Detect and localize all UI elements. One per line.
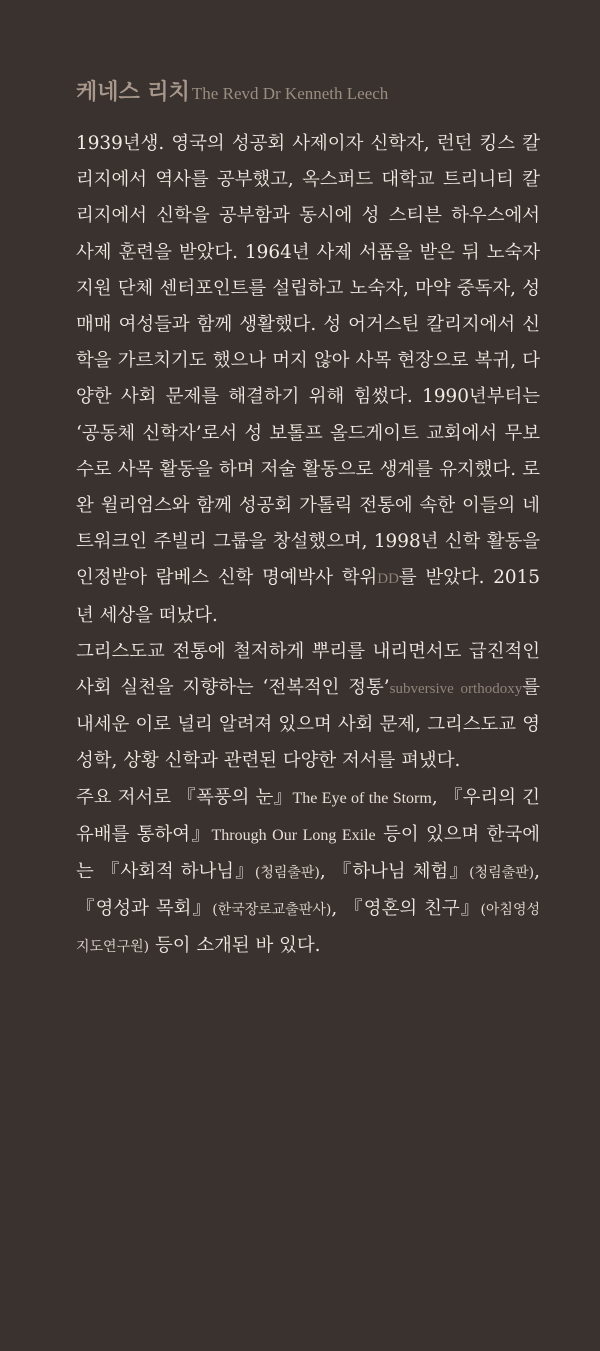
works-text-2: , 『우리의 긴 유배를 통하여』 (76, 786, 540, 845)
works-text-7: 등이 소개된 바 있다. (149, 935, 321, 957)
publisher-2: (청림출판) (469, 865, 535, 882)
bio-life-text-end: 를 받았다. 2015년 세상을 떠났다. (76, 567, 540, 626)
publisher-4: (아침영성지도연구원) (76, 902, 540, 956)
author-biography (76, 126, 540, 966)
works-text-5: , 『영성과 목회』 (76, 861, 540, 920)
subversive-orthodoxy-term: subversive orthodoxy (389, 681, 523, 698)
publisher-1: (청림출판) (254, 865, 320, 882)
bio-paragraph-works (76, 780, 540, 966)
publisher-3: (한국장로교출판사) (212, 902, 332, 919)
works-text-1: 주요 저서로 『폭풍의 눈』 (76, 786, 293, 808)
bio-paragraph-life (76, 126, 540, 634)
bio-life-text: 1939년생. 영국의 성공회 사제이자 신학자, 런던 킹스 칼리지에서 역사를 공부했고, 옥스퍼드 대학교 트리니티 칼리지에서 신학을 공부함과 동시에 성 스티븐 하우스에서 사제 훈련을 받았다. 1964년 사제 서품을 받은 뒤 노숙자 지원 단체 센터포인트를 설립하고 노숙자, 마약 중독자, 성매매 여성들과 함께 생활했다. 성 어거스틴 칼리지에서 신학을 가르치기도 했으나 머지 않아 사목 현장으로 복귀, 다양한 사회 문제를 해결하기 위해 힘썼다. 1990년부터는 ‘공동체 신학자’로서 성 보톨프 올드게이트 교회에서 무보수로 사목 활동을 하며 저술 활동으로 생계를 유지했다. 로완 윌리엄스와 함께 성공회 가톨릭 전통에 속한 이들의 네트워크인 주빌리 그룹을 창설했으며, 1998년 신학 활동을 인정받아 람베스 신학 명예박사 학위 (76, 133, 540, 589)
author-header (76, 75, 388, 106)
works-text-3: 등이 있으며 한국에는 『사회적 하나님』 (76, 823, 540, 883)
bio-paragraph-theology (76, 634, 540, 780)
bio-theology-text-end: 를 내세운 이로 널리 알려져 있으며 사회 문제, 그리스도교 영성학, 상황 신학과 관련된 다양한 저서를 펴냈다. (76, 677, 540, 772)
author-name-korean: 케네스 리치 (76, 80, 190, 105)
works-text-6: , 『영혼의 친구』 (331, 898, 481, 920)
degree-abbreviation: DD (377, 571, 399, 588)
author-name-english: The Revd Dr Kenneth Leech (191, 84, 389, 103)
bio-theology-text: 그리스도교 전통에 철저하게 뿌리를 내리면서도 급진적인 사회 실천을 지향하는 ‘전복적인 정통’ (76, 640, 540, 699)
book-title-through-our-long-exile: Through Our Long Exile (211, 826, 376, 844)
works-text-4: , 『하나님 체험』 (319, 861, 470, 883)
book-title-eye-of-the-storm: The Eye of the Storm (292, 789, 432, 807)
